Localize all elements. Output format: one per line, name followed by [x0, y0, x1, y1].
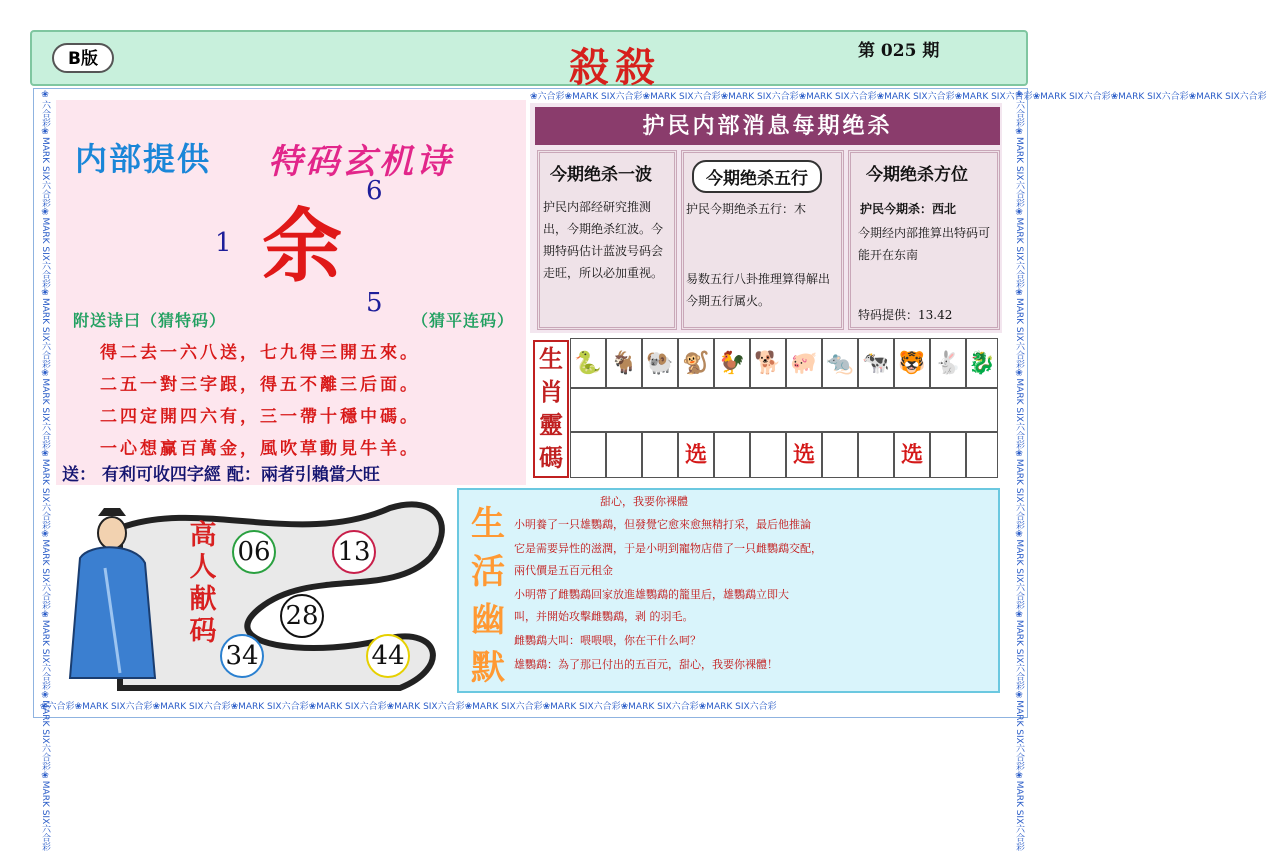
kill-direction-title: 今期绝杀方位	[866, 165, 968, 185]
kill-element-title: 今期绝杀五行	[692, 160, 822, 193]
zodiac-cell	[606, 432, 642, 478]
gift-line: 送： 有利可收四字經 配：兩者引賴當大旺	[62, 465, 380, 485]
story-line: 小明帶了雌鸚鵡回家放進雄鸚鵡的籠里后，雄鸚鵡立即大	[514, 588, 789, 601]
zodiac-cell	[822, 432, 858, 478]
riddle-character: 余	[262, 199, 342, 293]
number-ball: 44	[366, 634, 410, 678]
number-ball: 13	[332, 530, 376, 574]
attach-poem-label: 附送诗曰（猜特码）	[73, 311, 227, 330]
story-title: 甜心，我要你裸體	[600, 495, 688, 508]
zodiac-animal-icon: 🐓	[714, 338, 750, 388]
zodiac-cell	[930, 432, 966, 478]
border-strip-left: ❀六合彩❀MARK SIX六合彩❀MARK SIX六合彩❀MARK SIX六合彩❀MARK SIX六合彩❀MARK SIX六合彩❀MARK SIX六合彩❀MARK SIX六合彩❀MARK SIX六合彩❀MARK SIX六合彩	[40, 90, 50, 851]
issue-number: 第 025 期	[858, 41, 940, 61]
number-ball: 06	[232, 530, 276, 574]
zodiac-label: 生肖靈碼	[533, 340, 569, 478]
poem-line: 二五一對三字跟，得五不離三后面。	[100, 375, 420, 395]
zodiac-animal-icon: 🐀	[822, 338, 858, 388]
story-line: 雄鸚鵡：為了那已付出的五百元，甜心，我要你裸體！	[514, 658, 778, 671]
zodiac-blank-row	[570, 388, 998, 432]
story-line: 兩代價是五百元租金	[514, 564, 613, 577]
zodiac-pick-cell	[894, 432, 930, 478]
kill-element-line: 易数五行八卦推理算得解出今期五行属火。	[686, 272, 831, 308]
poem-line: 得二去一六八送，七九得三開五來。	[100, 343, 420, 363]
zodiac-animal-icon: 🐐	[606, 338, 642, 388]
page-title: 殺殺	[569, 44, 661, 91]
kill-header: 护民内部消息每期绝杀	[535, 107, 1000, 145]
zodiac-pick-cell	[678, 432, 714, 478]
zodiac-animal-icon: 🐍	[570, 338, 606, 388]
number-ball: 34	[220, 634, 264, 678]
story-line: 雌鸚鵡大叫：喂喂喂，你在干什么呵？	[514, 634, 701, 647]
riddle-number: 5	[366, 288, 383, 318]
zodiac-animal-icon: 🐯	[894, 338, 930, 388]
zodiac-cell	[714, 432, 750, 478]
zodiac-animal-icon: 🐏	[642, 338, 678, 388]
kill-direction-line: 护民今期杀：西北	[860, 202, 957, 216]
zodiac-cell	[570, 432, 606, 478]
number-ball: 28	[280, 594, 324, 638]
zodiac-animal-icon: 🐇	[930, 338, 966, 388]
zodiac-cell	[750, 432, 786, 478]
edition-badge: B版	[52, 43, 114, 73]
zodiac-animal-icon: 🐒	[678, 338, 714, 388]
border-strip-right: ❀六合彩❀MARK SIX六合彩❀MARK SIX六合彩❀MARK SIX六合彩❀MARK SIX六合彩❀MARK SIX六合彩❀MARK SIX六合彩❀MARK SIX六合彩❀MARK SIX六合彩❀MARK SIX六合彩	[1014, 90, 1024, 851]
story-line: 它是需要异性的滋潤，于是小明到寵物店借了一只雌鸚鵡交配，	[514, 542, 822, 555]
zodiac-cell	[858, 432, 894, 478]
story-side-title: 生活幽默	[471, 504, 505, 688]
master-title: 高人献码	[189, 520, 217, 647]
story-line: 叫，并開始攻擊雌鸚鵡，剥 的羽毛。	[514, 610, 694, 623]
zodiac-animal-icon: 🐖	[786, 338, 822, 388]
kill-element-line: 护民今期绝杀五行：木	[686, 202, 807, 216]
special-code-provide: 特码提供：13.42	[858, 308, 953, 322]
kill-wave-title: 今期绝杀一波	[550, 165, 652, 185]
border-strip-top: ❀六合彩❀MARK SIX六合彩❀MARK SIX六合彩❀MARK SIX六合彩❀MARK SIX六合彩❀MARK SIX六合彩❀MARK SIX六合彩❀MARK SIX六合彩❀MARK SIX六合彩❀MARK SIX六合彩	[530, 92, 1267, 102]
guess-pair-label: （猜平连码）	[412, 311, 515, 330]
zodiac-animal-icon: 🐉	[966, 338, 998, 388]
zodiac-animal-icon: 🐕	[750, 338, 786, 388]
zodiac-cell	[642, 432, 678, 478]
zodiac-cell	[966, 432, 998, 478]
provide-heading: 内部提供	[75, 140, 212, 178]
poem-line: 二四定開四六有，三一帶十穩中碼。	[100, 407, 420, 427]
story-line: 小明養了一只雄鸚鵡，但發覺它愈來愈無精打采，最后他推論	[514, 518, 811, 531]
border-strip-bottom: ❀六合彩❀MARK SIX六合彩❀MARK SIX六合彩❀MARK SIX六合彩❀MARK SIX六合彩❀MARK SIX六合彩❀MARK SIX六合彩❀MARK SIX六合彩❀MARK SIX六合彩❀MARK SIX六合彩	[40, 702, 777, 712]
kill-direction-line: 今期经内部推算出特码可能开在东南	[858, 226, 991, 262]
pick-mark: 选	[684, 442, 707, 468]
poem-title: 特码玄机诗	[268, 142, 453, 182]
zodiac-pick-cell	[786, 432, 822, 478]
poem-line: 一心想赢百萬金，風吹草動見牛羊。	[100, 439, 420, 459]
zodiac-animal-icon: 🐄	[858, 338, 894, 388]
kill-wave-text: 护民内部经研究推测出，今期绝杀红波。今期特码估计蓝波号码会走旺，所以必加重视。	[543, 200, 664, 280]
pick-mark: 选	[792, 442, 815, 468]
riddle-number: 6	[366, 176, 383, 206]
pick-mark: 选	[900, 442, 923, 468]
zodiac-grid	[530, 336, 1000, 481]
riddle-number: 1	[215, 228, 232, 258]
